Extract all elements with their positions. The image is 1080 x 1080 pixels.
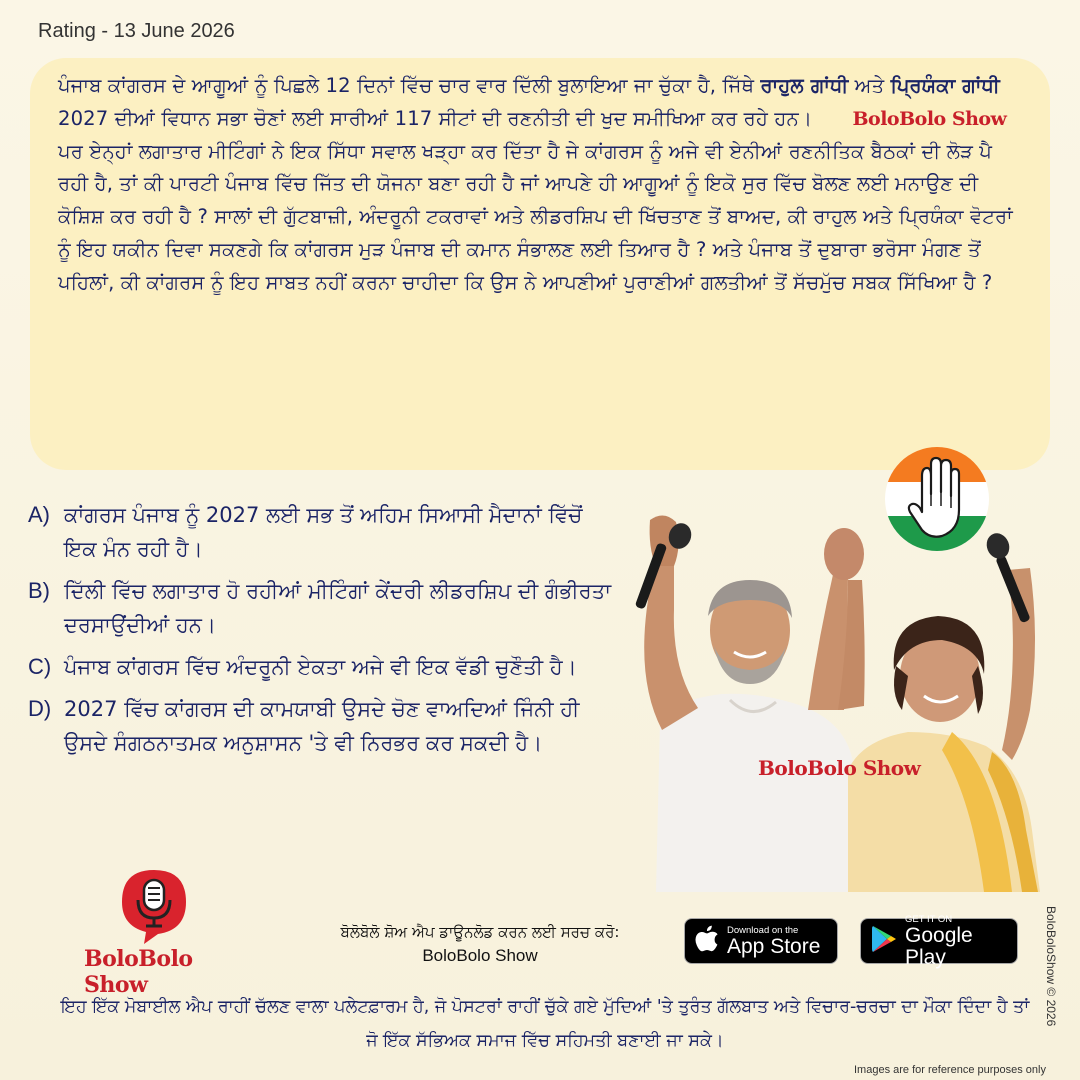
option-text: 2027 ਵਿੱਚ ਕਾਂਗਰਸ ਦੀ ਕਾਮਯਾਬੀ ਉਸਦੇ ਚੋਣ ਵਾਅਦਿਆਂ ਜਿੰਨੀ ਹੀ ਉਸਦੇ ਸੰਗਠਨਾਤਮਕ ਅਨੁਸ਼ਾਸਨ 'ਤੇ ਵੀ ਨਿਰਭਰ ਕਰ ਸਕਦੀ ਹੈ। xyxy=(64,697,580,755)
footer-description: ਇਹ ਇੱਕ ਮੋਬਾਈਲ ਐਪ ਰਾਹੀਂ ਚੱਲਣ ਵਾਲਾ ਪਲੇਟਫ਼ਾਰਮ ਹੈ, ਜੋ ਪੋਸਟਰਾਂ ਰਾਹੀਂ ਚੁੱਕੇ ਗਏ ਮੁੱਦਿਆਂ 'ਤੇ ਤੁਰੰਤ ਗੱਲਬਾਤ ਅਤੇ ਵਿਚਾਰ-ਚਰਚਾ ਦਾ ਮੌਕਾ ਦਿੰਦਾ ਹੈ ਤਾਂ ਜੋ ਇੱਕ ਸੱਭਿਅਕ ਸਮਾਜ ਵਿੱਚ ਸਹਿਮਤੀ ਬਣਾਈ ਜਾ ਸਕੇ। xyxy=(60,997,1030,1051)
intro-line-1: ਪੰਜਾਬ ਕਾਂਗਰਸ ਦੇ ਆਗੂਆਂ ਨੂੰ ਪਿਛਲੇ 12 ਦਿਨਾਂ ਵਿੱਚ ਚਾਰ ਵਾਰ ਦਿੱਲੀ ਬੁਲਾਇਆ ਜਾ ਚੁੱਕਾ ਹੈ, ਜਿੱਥੇ xyxy=(58,74,755,97)
intro-text-box xyxy=(30,58,1050,470)
intro-and: ਅਤੇ xyxy=(848,74,891,97)
poll-option-a[interactable] xyxy=(28,498,613,566)
download-app-name: BoloBolo Show xyxy=(422,946,538,965)
poll-options xyxy=(28,498,613,768)
intro-watermark: BoloBolo Show xyxy=(852,107,1007,130)
reference-note: Images are for reference purposes only xyxy=(854,1064,1046,1076)
copyright-text: BoloBoloShow © 2026 xyxy=(1044,906,1058,1027)
google-play-badge[interactable] xyxy=(860,913,1018,969)
app-store-badge[interactable] xyxy=(684,918,838,964)
intro-line-2: 2027 ਦੀਆਂ ਵਿਧਾਨ ਸਭਾ ਚੋਣਾਂ ਲਈ ਸਾਰੀਆਂ 117 ਸੀਟਾਂ ਦੀ ਰਣਨੀਤੀ ਦੀ ਖੁਦ ਸਮੀਖਿਆ ਕਰ ਰਹੇ ਹਨ। xyxy=(58,106,813,130)
intro-paragraph-2: ਪਰ ਏਨ੍ਹਾਂ ਲਗਾਤਾਰ ਮੀਟਿੰਗਾਂ ਨੇ ਇਕ ਸਿੱਧਾ ਸਵਾਲ ਖੜ੍ਹਾ ਕਰ ਦਿੱਤਾ ਹੈ ਜੇ ਕਾਂਗਰਸ ਨੂੰ ਅਜੇ ਵੀ ਏਨੀਆਂ ਰਣਨੀਤਿਕ ਬੈਠਕਾਂ ਦੀ ਲੋੜ ਪੈ ਰਹੀ ਹੈ, ਤਾਂ ਕੀ ਪਾਰਟੀ ਪੰਜਾਬ ਵਿੱਚ ਜਿੱਤ ਦੀ ਯੋਜਨਾ ਬਣਾ ਰਹੀ ਹੈ ਜਾਂ ਆਪਣੇ ਹੀ ਆਗੂਆਂ ਨੂੰ ਇਕੋ ਸੁਰ ਵਿੱਚ ਬੋਲਣ ਲਈ ਮਨਾਉਣ ਦੀ ਕੋਸ਼ਿਸ਼ ਕਰ ਰਹੀ ਹੈ ? ਸਾਲਾਂ ਦੀ ਗੁੱਟਬਾਜ਼ੀ, ਅੰਦਰੂਨੀ ਟਕਰਾਵਾਂ ਅਤੇ ਲੀਡਰਸ਼ਿਪ ਦੀ ਖਿੱਚਤਾਣ ਤੋਂ ਬਾਅਦ, ਕੀ ਰਾਹੁਲ ਅਤੇ ਪ੍ਰਿਯੰਕਾ ਵੋਟਰਾਂ ਨੂੰ ਇਹ ਯਕੀਨ ਦਿਵਾ ਸਕਣਗੇ ਕਿ ਕਾਂਗਰਸ ਮੁੜ ਪੰਜਾਬ ਦੀ ਕਮਾਨ ਸੰਭਾਲਣ ਲਈ ਤਿਆਰ ਹੈ ? ਅਤੇ ਪੰਜਾਬ ਤੋਂ ਦੁਬਾਰਾ ਭਰੋਸਾ ਮੰਗਣ ਤੋਂ ਪਹਿਲਾਂ, ਕੀ ਕਾਂਗਰਸ ਨੂੰ ਇਹ ਸਾਬਤ ਨਹੀਂ ਕਰਨਾ ਚਾਹੀਦਾ ਕਿ ਉਸ ਨੇ ਆਪਣੀਆਂ ਪੁਰਾਣੀਆਂ ਗਲਤੀਆਂ ਤੋਂ ਸੱਚਮੁੱਚ ਸਬਕ ਸਿੱਖਿਆ ਹੈ ? xyxy=(58,139,1013,294)
option-letter: D) xyxy=(28,696,52,721)
bolobolo-brand-logo xyxy=(84,868,254,998)
poll-option-b[interactable] xyxy=(28,574,613,642)
option-letter: B) xyxy=(28,578,50,603)
google-play-big-text: Google Play xyxy=(905,923,973,969)
download-instruction xyxy=(300,920,660,968)
photo-watermark: BoloBolo Show xyxy=(758,756,921,780)
intro-paragraph-1 xyxy=(58,70,1022,136)
app-store-small-text: Download on the xyxy=(727,924,799,936)
microphone-icon xyxy=(118,868,190,944)
option-text: ਪੰਜਾਬ ਕਾਂਗਰਸ ਵਿੱਚ ਅੰਦਰੂਨੀ ਏਕਤਾ ਅਜੇ ਵੀ ਇਕ ਵੱਡੀ ਚੁਣੌਤੀ ਹੈ। xyxy=(64,655,577,679)
poll-option-d[interactable] xyxy=(28,692,613,760)
poll-option-c[interactable] xyxy=(28,650,613,684)
leader-name-priyanka: ਪ੍ਰਿਯੰਕਾ ਗਾਂਧੀ xyxy=(890,74,1000,97)
option-letter: C) xyxy=(28,654,52,679)
google-play-icon xyxy=(871,925,897,958)
rating-date-label: Rating - 13 June 2026 xyxy=(38,20,235,42)
brand-name: BoloBolo Show xyxy=(84,946,193,998)
google-play-small-text: GET IT ON xyxy=(905,913,953,925)
leader-name-rahul: ਰਾਹੁਲ ਗਾਂਧੀ xyxy=(760,74,849,97)
option-letter: A) xyxy=(28,502,50,527)
download-instruction-text: ਬੋਲੋਬੋਲੋ ਸ਼ੋਅ ਐਪ ਡਾਊਨਲੋਡ ਕਰਨ ਲਈ ਸਰਚ ਕਰੋ: xyxy=(340,923,620,941)
apple-icon xyxy=(695,925,719,958)
option-text: ਦਿੱਲੀ ਵਿੱਚ ਲਗਾਤਾਰ ਹੋ ਰਹੀਆਂ ਮੀਟਿੰਗਾਂ ਕੇਂਦਰੀ ਲੀਡਰਸ਼ਿਪ ਦੀ ਗੰਭੀਰਤਾ ਦਰਸਾਉਂਦੀਆਂ ਹਨ। xyxy=(64,579,612,637)
option-text: ਕਾਂਗਰਸ ਪੰਜਾਬ ਨੂੰ 2027 ਲਈ ਸਭ ਤੋਂ ਅਹਿਮ ਸਿਆਸੀ ਮੈਦਾਨਾਂ ਵਿੱਚੋਂ ਇਕ ਮੰਨ ਰਹੀ ਹੈ। xyxy=(64,503,583,561)
app-store-big-text: App Store xyxy=(727,934,821,958)
leaders-photo xyxy=(612,470,1062,892)
